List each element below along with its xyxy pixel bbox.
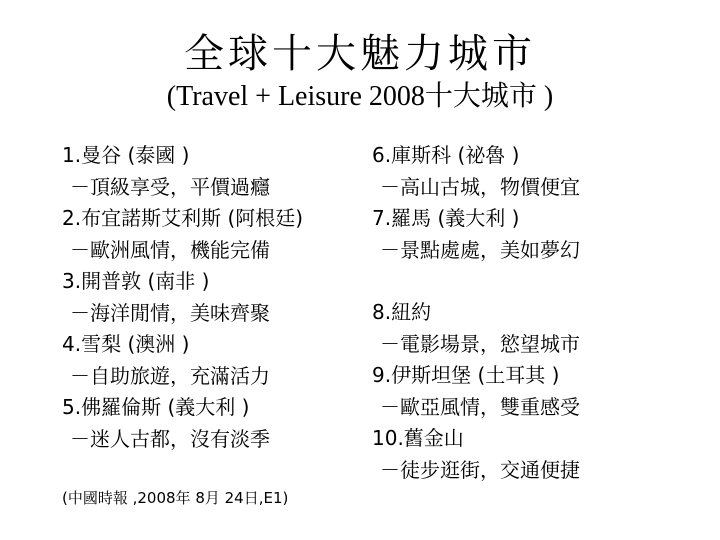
city-description: －歐洲風情，機能完備 bbox=[70, 237, 270, 262]
city-name: 9.伊斯坦堡 (土耳其 ) bbox=[372, 363, 560, 387]
city-name: 2.布宜諾斯艾利斯 (阿根廷) bbox=[62, 206, 304, 230]
city-name: 1.曼谷 (泰國 ) bbox=[62, 143, 190, 167]
city-description: －歐亞風情，雙重感受 bbox=[380, 394, 580, 419]
city-description: －頂級享受，平價過癮 bbox=[70, 174, 270, 199]
city-name: 7.羅馬 (義大利 ) bbox=[372, 206, 520, 230]
city-description: －高山古城，物價便宜 bbox=[380, 174, 580, 199]
city-name: 10.舊金山 bbox=[372, 426, 464, 450]
city-description: －徒步逛街，交通便捷 bbox=[380, 457, 580, 482]
city-description: －景點處處，美如夢幻 bbox=[380, 237, 580, 262]
spacer bbox=[372, 266, 672, 297]
city-description: －海洋閒情，美味齊聚 bbox=[70, 300, 270, 325]
city-entry bbox=[372, 360, 672, 423]
city-entry bbox=[372, 140, 672, 203]
city-entry bbox=[372, 297, 672, 360]
city-name: 4.雪梨 (澳洲 ) bbox=[62, 332, 190, 356]
city-name: 5.佛羅倫斯 (義大利 ) bbox=[62, 395, 250, 419]
city-entry bbox=[372, 423, 672, 486]
city-description: －電影場景，慾望城市 bbox=[380, 331, 580, 356]
city-entry bbox=[62, 392, 352, 455]
city-name: 6.庫斯科 (祕魯 ) bbox=[372, 143, 520, 167]
city-entry bbox=[62, 203, 352, 266]
city-entry bbox=[62, 140, 352, 203]
left-city-list bbox=[62, 140, 352, 455]
source-citation: (中國時報 ,2008年 8月 24日,E1) bbox=[62, 489, 289, 507]
slide-subtitle: (Travel + Leisure 2008十大城市 ) bbox=[166, 81, 554, 112]
city-entry bbox=[62, 329, 352, 392]
right-city-list bbox=[372, 140, 672, 486]
city-entry bbox=[372, 203, 672, 266]
city-name: 8.紐約 bbox=[372, 300, 432, 324]
slide-title: 全球十大魅力城市 bbox=[184, 31, 536, 77]
city-description: －迷人古都，沒有淡季 bbox=[70, 426, 270, 451]
city-entry bbox=[62, 266, 352, 329]
city-name: 3.開普敦 (南非 ) bbox=[62, 269, 210, 293]
city-description: －自助旅遊，充滿活力 bbox=[70, 363, 270, 388]
